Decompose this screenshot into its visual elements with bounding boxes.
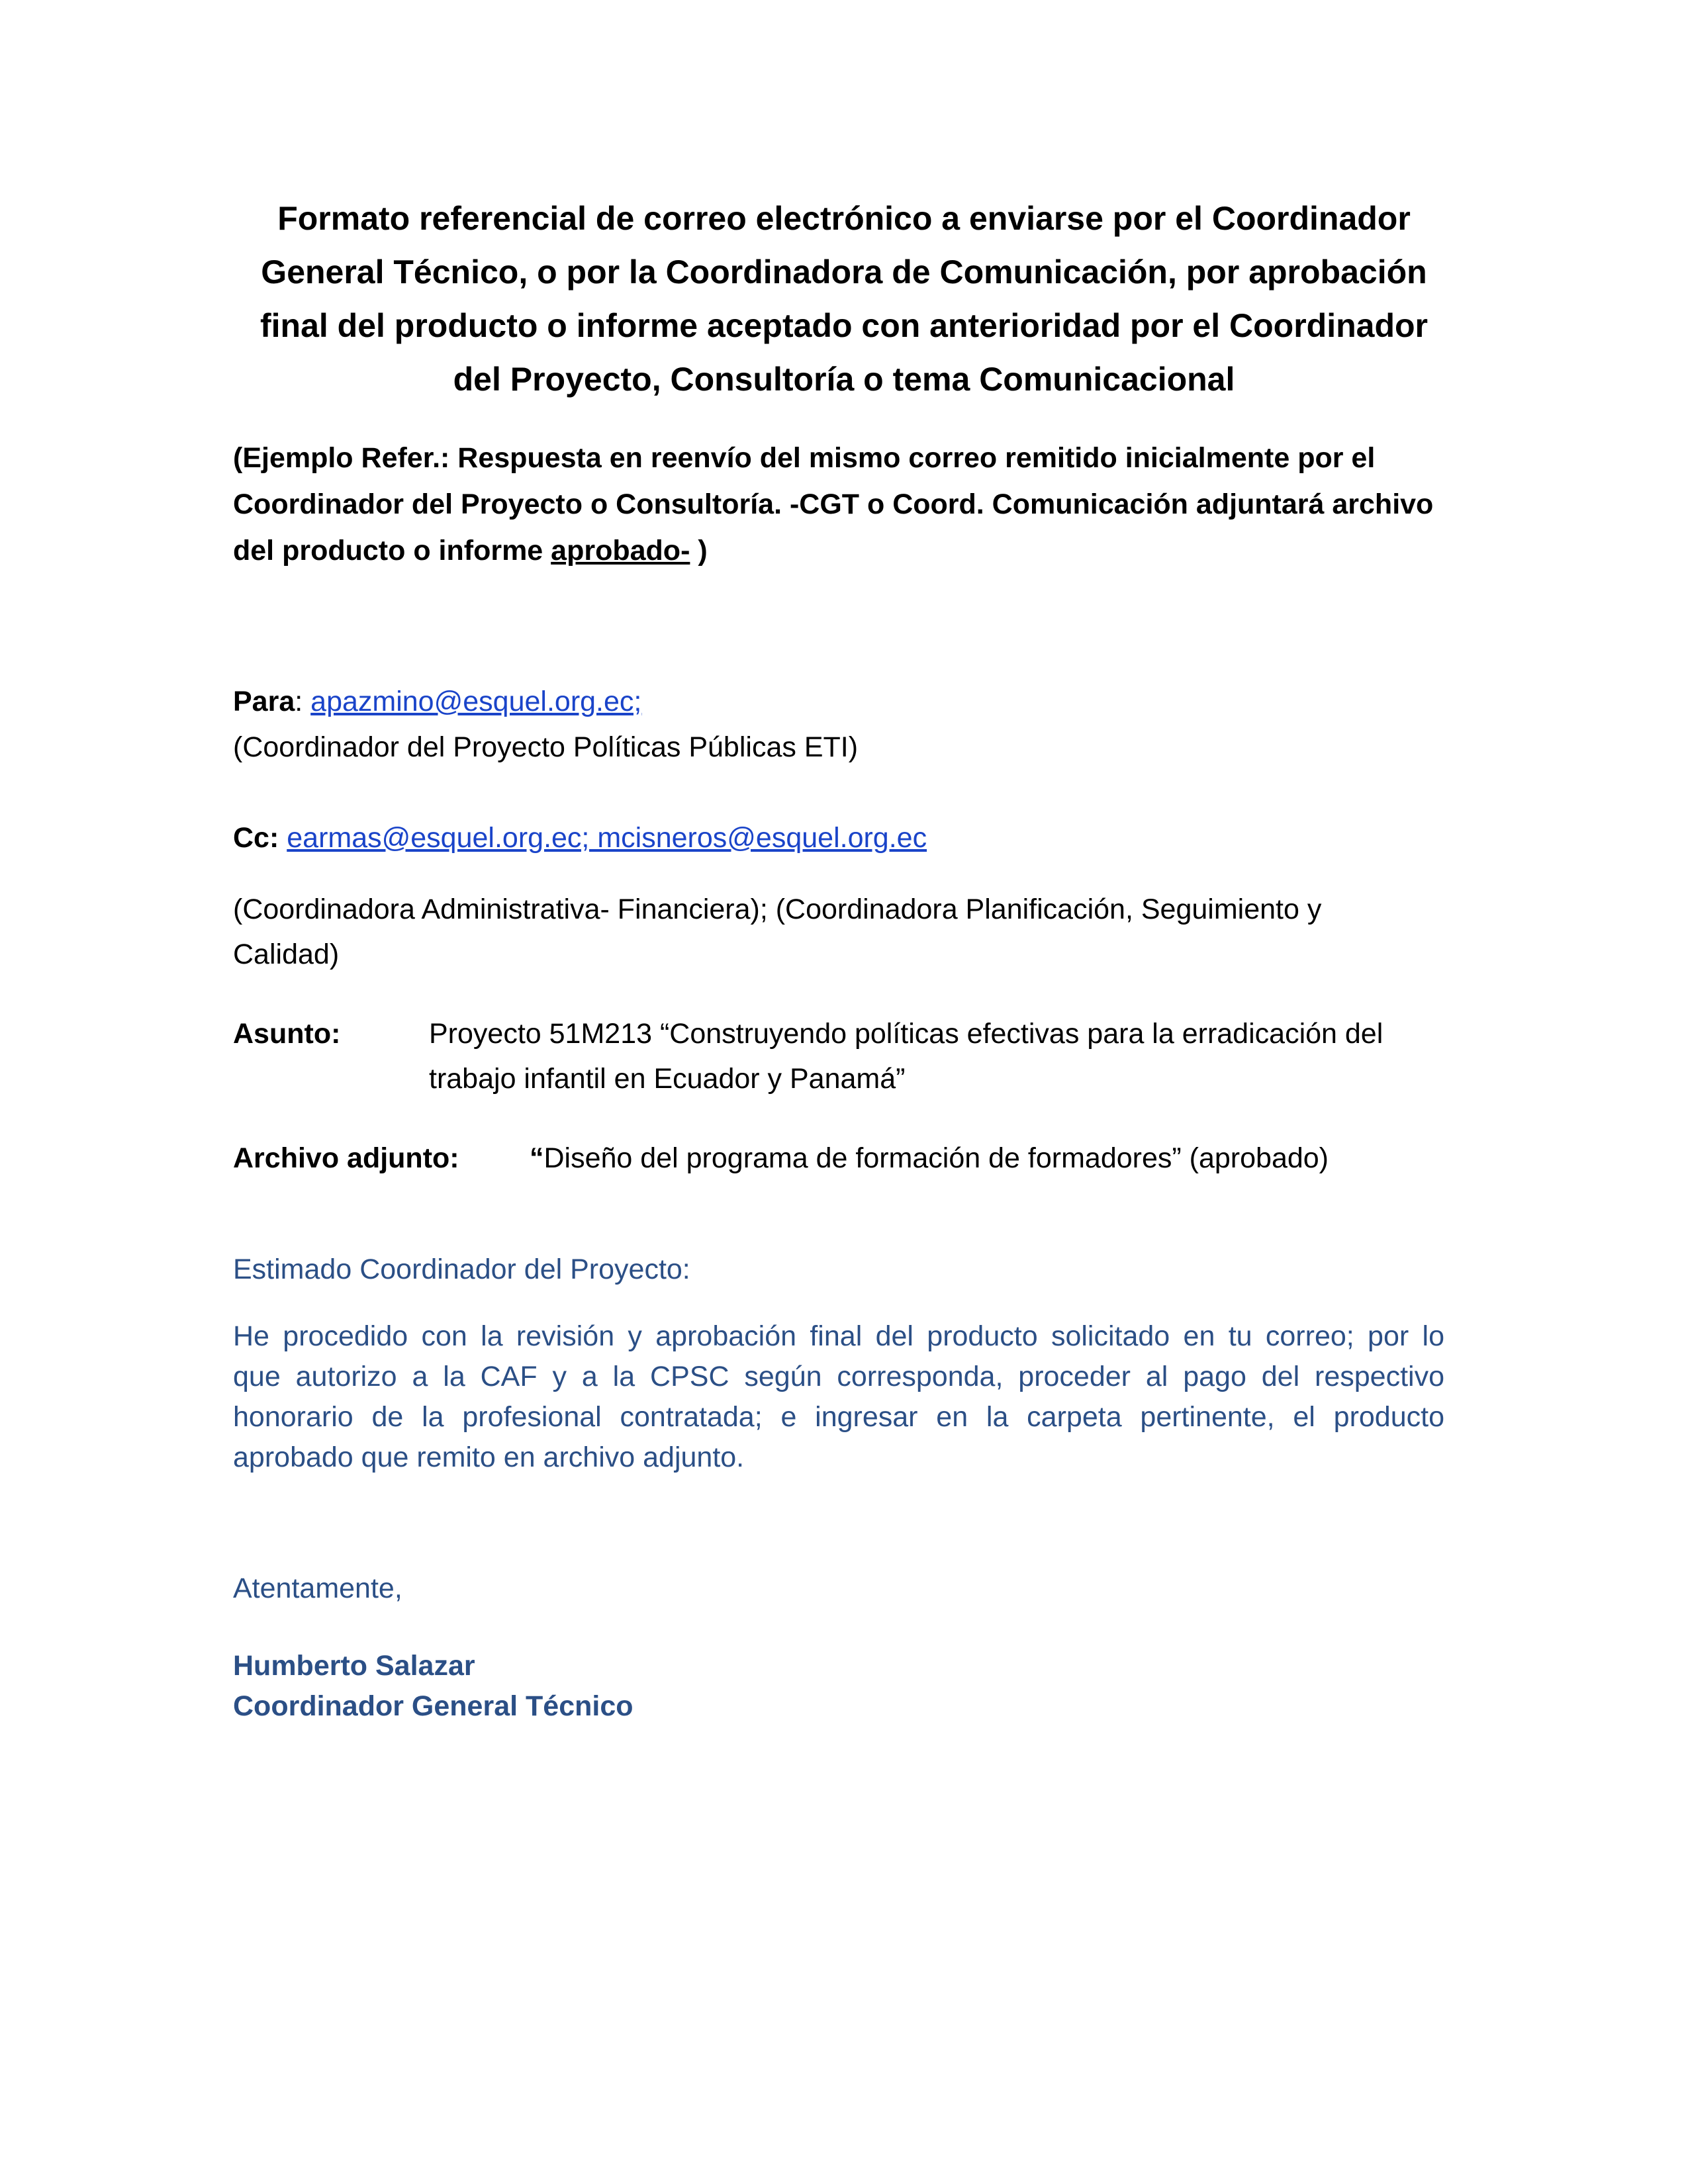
cc-roles-line: Calidad) — [233, 938, 340, 970]
cc-line — [233, 815, 927, 860]
archivo-open-quote: “ — [530, 1142, 544, 1174]
message-body-line: que autorizo a la CAF y a la CPSC según corresponda, proceder al pago del respectivo — [233, 1361, 1444, 1392]
example-note — [233, 435, 1491, 574]
message-body-line: He procedido con la revisión y aprobación final del producto solicitado en tu correo; por lo — [233, 1320, 1444, 1352]
para-separator: : — [295, 686, 311, 717]
message-body — [233, 1316, 1444, 1478]
para-line — [233, 679, 641, 724]
asunto-value-line: trabajo infantil en Ecuador y Panamá” — [429, 1063, 906, 1095]
message-body-line: honorario de la profesional contratada; e ingresar en la carpeta pertinente, el producto — [233, 1401, 1444, 1433]
asunto-label: Asunto: — [233, 1018, 341, 1050]
cc-emails-link[interactable]: earmas@esquel.org.ec; mcisneros@esquel.org.ec — [287, 822, 927, 854]
note-line: Coordinador del Proyecto o Consultoría. -CGT o Coord. Comunicación adjuntará archivo — [233, 488, 1434, 520]
title-line: Formato referencial de correo electrónico a enviarse por el Coordinador — [277, 200, 1411, 237]
archivo-value — [530, 1136, 1329, 1181]
note-line: (Ejemplo Refer.: Respuesta en reenvío del mismo correo remitido inicialmente por el — [233, 442, 1376, 474]
archivo-name: Diseño del programa de formación de formadores” (aprobado) — [543, 1142, 1329, 1174]
signature-title: Coordinador General Técnico — [233, 1690, 633, 1722]
cc-roles-line: (Coordinadora Administrativa- Financiera); (Coordinadora Planificación, Seguimiento y — [233, 893, 1322, 925]
note-line — [233, 527, 1491, 574]
signature-name: Humberto Salazar — [233, 1650, 475, 1682]
para-email-link[interactable]: apazmino@esquel.org.ec; — [310, 686, 642, 717]
archivo-label: Archivo adjunto: — [233, 1142, 459, 1174]
note-line-suffix: ) — [690, 535, 708, 567]
cc-label: Cc: — [233, 822, 287, 854]
asunto-value-line: Proyecto 51M213 “Construyendo políticas efectivas para la erradicación del — [429, 1018, 1383, 1050]
greeting: Estimado Coordinador del Proyecto: — [233, 1253, 690, 1285]
closing: Atentamente, — [233, 1572, 402, 1604]
message-body-line: aprobado que remito en archivo adjunto. — [233, 1441, 745, 1473]
title-line: final del producto o informe aceptado con anterioridad por el Coordinador — [259, 307, 1428, 344]
para-label: Para — [233, 686, 295, 717]
title-line: del Proyecto, Consultoría o tema Comunicacional — [453, 361, 1235, 398]
title-line: General Técnico, o por la Coordinadora de Comunicación, por aprobación — [261, 253, 1427, 291]
para-role: (Coordinador del Proyecto Políticas Públicas ETI) — [233, 731, 859, 763]
approved-underlined-text: aprobado- — [551, 535, 690, 567]
document-title — [199, 192, 1489, 406]
note-line-prefix: del producto o informe — [233, 535, 551, 567]
